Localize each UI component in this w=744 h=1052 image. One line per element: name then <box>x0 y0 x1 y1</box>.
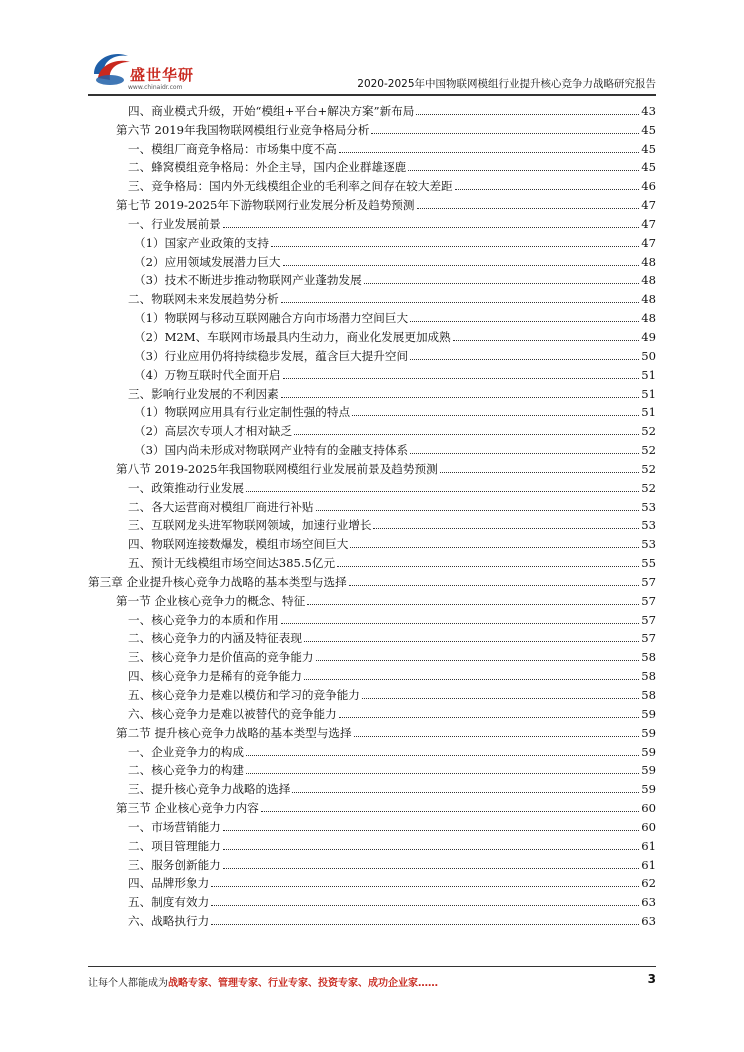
toc-entry-title: 三、竞争格局：国内外无线模组企业的毛利率之间存在较大差距 <box>128 179 453 194</box>
toc-entry-title: （3）国内尚未形成对物联网产业特有的金融支持体系 <box>134 443 409 458</box>
toc-entry-page: 52 <box>641 461 656 476</box>
footer-slogan-prefix: 让每个人都能成为 <box>88 978 168 989</box>
toc-entry-page: 59 <box>641 706 656 721</box>
toc-entry[interactable] <box>88 646 656 665</box>
toc-leader-dots <box>416 114 639 115</box>
toc-entry-page: 51 <box>641 367 656 382</box>
toc-entry-title: 第六节 2019年我国物联网模组行业竞争格局分析 <box>116 122 370 137</box>
toc-entry[interactable] <box>88 364 656 383</box>
toc-entry-title: （1）物联网与移动互联网融合方向市场潜力空间巨大 <box>134 311 409 326</box>
toc-leader-dots <box>410 453 639 454</box>
toc-entry[interactable] <box>88 458 656 477</box>
toc-entry[interactable] <box>88 100 656 119</box>
toc-entry-title: （4）万物互联时代全面开启 <box>134 367 281 382</box>
toc-entry-page: 59 <box>641 725 656 740</box>
toc-leader-dots <box>246 773 639 774</box>
report-title: 2020-2025年中国物联网模组行业提升核心竞争力战略研究报告 <box>357 78 656 90</box>
toc-entry-title: 第三章 企业提升核心竞争力战略的基本类型与选择 <box>88 574 347 589</box>
toc-entry-page: 47 <box>641 235 656 250</box>
toc-leader-dots <box>339 152 640 153</box>
toc-entry[interactable] <box>88 194 656 213</box>
toc-entry-page: 48 <box>641 254 656 269</box>
toc-leader-dots <box>455 189 640 190</box>
toc-entry[interactable] <box>88 590 656 609</box>
toc-entry-page: 50 <box>641 348 656 363</box>
toc-entry[interactable] <box>88 533 656 552</box>
toc-entry[interactable] <box>88 741 656 760</box>
toc-entry[interactable] <box>88 515 656 534</box>
toc-entry-page: 57 <box>641 593 656 608</box>
toc-leader-dots <box>354 736 640 737</box>
toc-entry-title: 三、服务创新能力 <box>128 857 221 872</box>
toc-entry-title: 二、各大运营商对模组厂商进行补贴 <box>128 499 314 514</box>
header-divider <box>88 94 656 96</box>
toc-entry-page: 58 <box>641 650 656 665</box>
page-footer <box>88 974 656 989</box>
toc-entry-page: 53 <box>641 499 656 514</box>
logo-text: 盛世华研 <box>130 66 195 84</box>
toc-entry-title: 五、预计无线模组市场空间达385.5亿元 <box>128 556 336 571</box>
toc-leader-dots <box>337 566 639 567</box>
toc-entry-page: 49 <box>641 329 656 344</box>
toc-entry-page: 45 <box>641 122 656 137</box>
toc-entry-page: 59 <box>641 744 656 759</box>
toc-entry[interactable] <box>88 157 656 176</box>
toc-entry[interactable] <box>88 816 656 835</box>
toc-entry[interactable] <box>88 326 656 345</box>
toc-leader-dots <box>453 340 639 341</box>
toc-entry-page: 52 <box>641 443 656 458</box>
toc-entry-page: 61 <box>641 857 656 872</box>
toc-leader-dots <box>283 378 640 379</box>
toc-entry-title: 五、核心竞争力是难以模仿和学习的竞争能力 <box>128 688 360 702</box>
toc-entry[interactable] <box>88 383 656 402</box>
toc-entry[interactable] <box>88 778 656 797</box>
toc-leader-dots <box>294 434 639 435</box>
toc-entry-page: 48 <box>641 273 656 288</box>
toc-leader-dots <box>349 585 639 586</box>
toc-entry-page: 51 <box>641 386 656 401</box>
toc-entry-page: 55 <box>641 556 656 571</box>
toc-entry[interactable] <box>88 345 656 364</box>
toc-entry-title: 三、提升核心竞争力战略的选择 <box>128 782 291 797</box>
toc-entry[interactable] <box>88 552 656 571</box>
toc-entry-title: （2）M2M、车联网市场最具内生动力，商业化发展更加成熟 <box>134 329 451 344</box>
logo-url: www.chinaidr.com <box>128 84 183 91</box>
toc-entry-page: 58 <box>641 688 656 702</box>
toc-leader-dots <box>292 792 639 793</box>
toc-leader-dots <box>223 849 639 850</box>
toc-entry-title: 一、市场营销能力 <box>128 819 221 834</box>
toc-leader-dots <box>246 491 639 492</box>
toc-leader-dots <box>371 133 639 134</box>
toc-leader-dots <box>283 265 640 266</box>
toc-entry[interactable] <box>88 119 656 138</box>
toc-entry-page: 60 <box>641 819 656 834</box>
toc-entry-title: 三、互联网龙头进军物联网领域，加速行业增长 <box>128 518 372 533</box>
toc-leader-dots <box>271 246 639 247</box>
toc-leader-dots <box>304 679 639 680</box>
toc-leader-dots <box>281 623 640 624</box>
toc-entry[interactable] <box>88 891 656 910</box>
toc-entry-page: 63 <box>641 914 656 929</box>
toc-entry[interactable] <box>88 703 656 722</box>
toc-entry-page: 57 <box>641 574 656 589</box>
toc-leader-dots <box>211 886 639 887</box>
toc-entry[interactable] <box>88 722 656 741</box>
toc-leader-dots <box>410 359 639 360</box>
toc-entry-title: （3）技术不断进步推动物联网产业蓬勃发展 <box>134 273 362 288</box>
toc-entry-page: 48 <box>641 311 656 326</box>
toc-entry-title: 一、政策推动行业发展 <box>128 480 244 495</box>
toc-entry-title: （2）应用领域发展潜力巨大 <box>134 254 281 269</box>
toc-entry-page: 47 <box>641 198 656 213</box>
toc-entry-title: 一、核心竞争力的本质和作用 <box>128 612 279 627</box>
toc-leader-dots <box>339 717 640 718</box>
toc-entry[interactable] <box>88 797 656 816</box>
toc-entry[interactable] <box>88 402 656 421</box>
toc-leader-dots <box>223 227 639 228</box>
toc-entry-page: 57 <box>641 612 656 627</box>
toc-leader-dots <box>350 547 639 548</box>
toc-leader-dots <box>417 208 640 209</box>
toc-entry[interactable] <box>88 288 656 307</box>
toc-entry-title: 第七节 2019-2025年下游物联网行业发展分析及趋势预测 <box>116 198 415 213</box>
toc-entry-title: 三、核心竞争力是价值高的竞争能力 <box>128 650 314 665</box>
toc-entry-title: 一、行业发展前景 <box>128 216 221 231</box>
toc-entry-page: 62 <box>641 876 656 891</box>
toc-entry-title: 二、项目管理能力 <box>128 838 221 853</box>
toc-leader-dots <box>223 830 639 831</box>
toc-entry-page: 52 <box>641 424 656 439</box>
page-header <box>88 40 656 96</box>
toc-entry[interactable] <box>88 232 656 251</box>
toc-entry-title: 五、制度有效力 <box>128 895 210 910</box>
toc-entry-title: （3）行业应用仍将持续稳步发展，蕴含巨大提升空间 <box>134 348 409 363</box>
toc-entry-page: 45 <box>641 141 656 156</box>
toc-entry[interactable] <box>88 571 656 590</box>
toc-entry-title: 四、物联网连接数爆发，模组市场空间巨大 <box>128 537 349 552</box>
toc-leader-dots <box>261 811 639 812</box>
toc-entry[interactable] <box>88 873 656 892</box>
toc-leader-dots <box>316 660 640 661</box>
toc-leader-dots <box>373 528 639 529</box>
toc-entry-page: 43 <box>641 103 656 118</box>
toc-entry[interactable] <box>88 251 656 270</box>
toc-entry[interactable] <box>88 270 656 289</box>
footer-divider <box>88 966 656 967</box>
toc-entry[interactable] <box>88 477 656 496</box>
toc-entry-page: 63 <box>641 895 656 910</box>
toc-leader-dots <box>316 510 640 511</box>
table-of-contents <box>88 100 656 929</box>
toc-entry[interactable] <box>88 760 656 779</box>
toc-entry-title: 四、核心竞争力是稀有的竞争能力 <box>128 669 302 684</box>
toc-entry[interactable] <box>88 496 656 515</box>
toc-leader-dots <box>410 321 639 322</box>
toc-entry-title: 二、蜂窝模组竞争格局：外企主导，国内企业群雄逐鹿 <box>128 160 407 175</box>
toc-leader-dots <box>362 698 639 699</box>
toc-entry-title: 二、核心竞争力的构建 <box>128 763 244 778</box>
toc-entry-title: 一、模组厂商竞争格局：市场集中度不高 <box>128 141 337 156</box>
toc-entry[interactable] <box>88 420 656 439</box>
toc-entry[interactable] <box>88 628 656 647</box>
toc-entry-title: （1）物联网应用具有行业定制性强的特点 <box>134 405 351 420</box>
toc-entry[interactable] <box>88 213 656 232</box>
toc-entry-page: 53 <box>641 537 656 552</box>
toc-entry-title: （2）高层次专项人才相对缺乏 <box>134 424 293 439</box>
toc-entry-page: 51 <box>641 405 656 420</box>
toc-leader-dots <box>281 302 640 303</box>
toc-entry[interactable] <box>88 175 656 194</box>
toc-leader-dots <box>307 604 639 605</box>
toc-leader-dots <box>304 641 639 642</box>
page-number: 3 <box>647 972 656 986</box>
toc-entry-page: 47 <box>641 216 656 231</box>
toc-entry[interactable] <box>88 138 656 157</box>
toc-entry-page: 57 <box>641 631 656 646</box>
toc-leader-dots <box>352 415 639 416</box>
toc-entry[interactable] <box>88 307 656 326</box>
toc-entry-title: （1）国家产业政策的支持 <box>134 235 269 250</box>
toc-entry-title: 第三节 企业核心竞争力内容 <box>116 801 259 816</box>
toc-entry-page: 52 <box>641 480 656 495</box>
toc-entry-page: 45 <box>641 160 656 175</box>
toc-leader-dots <box>246 755 639 756</box>
toc-entry-page: 48 <box>641 292 656 307</box>
toc-entry-title: 六、战略执行力 <box>128 914 210 929</box>
toc-entry-title: 三、影响行业发展的不利因素 <box>128 386 279 401</box>
toc-entry[interactable] <box>88 684 656 703</box>
toc-entry[interactable] <box>88 439 656 458</box>
toc-entry-title: 第八节 2019-2025年我国物联网模组行业发展前景及趋势预测 <box>116 461 438 476</box>
toc-entry-page: 53 <box>641 518 656 533</box>
toc-entry[interactable] <box>88 835 656 854</box>
toc-leader-dots <box>364 283 640 284</box>
toc-entry-page: 59 <box>641 782 656 797</box>
toc-entry-title: 六、核心竞争力是难以被替代的竞争能力 <box>128 706 337 721</box>
toc-leader-dots <box>440 472 640 473</box>
toc-leader-dots <box>281 397 640 398</box>
toc-entry-title: 二、物联网未来发展趋势分析 <box>128 292 279 307</box>
toc-entry[interactable] <box>88 609 656 628</box>
toc-entry-page: 59 <box>641 763 656 778</box>
toc-entry-page: 60 <box>641 801 656 816</box>
toc-entry-title: 一、企业竞争力的构成 <box>128 744 244 759</box>
toc-leader-dots <box>223 868 639 869</box>
toc-entry-page: 61 <box>641 838 656 853</box>
toc-entry-title: 二、核心竞争力的内涵及特征表现 <box>128 631 302 646</box>
toc-entry-title: 四、品牌形象力 <box>128 876 210 891</box>
toc-entry-page: 46 <box>641 179 656 194</box>
toc-leader-dots <box>211 924 639 925</box>
footer-slogan-highlight: 战略专家、管理专家、行业专家、投资专家、成功企业家…… <box>168 978 438 989</box>
toc-leader-dots <box>408 170 639 171</box>
toc-entry-title: 第二节 提升核心竞争力战略的基本类型与选择 <box>116 725 352 740</box>
toc-entry[interactable] <box>88 910 656 929</box>
company-logo <box>88 44 208 94</box>
toc-entry[interactable] <box>88 854 656 873</box>
toc-entry-page: 58 <box>641 669 656 684</box>
toc-entry-title: 第一节 企业核心竞争力的概念、特征 <box>116 593 306 608</box>
toc-entry-title: 四、商业模式升级，开始“模组+平台+解决方案”新布局 <box>128 103 415 118</box>
toc-leader-dots <box>211 905 639 906</box>
toc-entry[interactable] <box>88 665 656 684</box>
